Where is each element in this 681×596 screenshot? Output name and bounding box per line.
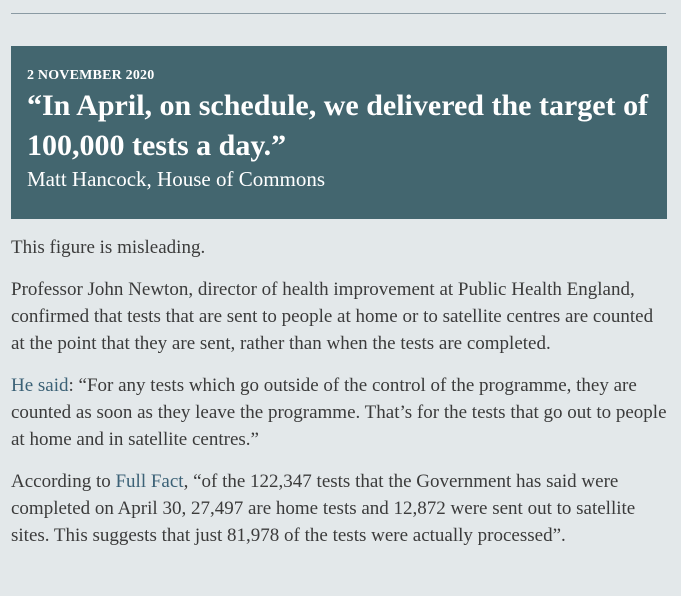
top-divider — [11, 13, 666, 14]
full-fact-link[interactable]: Full Fact — [115, 471, 184, 492]
paragraph-1: This figure is misleading. — [11, 237, 206, 258]
quote-box — [11, 46, 667, 219]
paragraph-4-prefix: According to — [11, 471, 116, 492]
article-body — [11, 234, 671, 564]
paragraph-4 — [11, 468, 671, 549]
paragraph-3 — [11, 372, 671, 453]
quote-date: 2 NOVEMBER 2020 — [27, 68, 155, 83]
paragraph-4-text: , “of the 122,347 tests that the Government has said were completed on April 30, 27,497 are home tests and 12,872 were sent out to satellite sites. This suggests that just 81,978 of the tests were actually processed”. — [11, 471, 636, 546]
quote-text: “In April, on schedule, we delivered the target of 100,000 tests a day.” — [27, 89, 649, 162]
quote-attribution: Matt Hancock, House of Commons — [27, 167, 326, 191]
paragraph-2: Professor John Newton, director of health improvement at Public Health England, confirmed that tests that are sent to people at home or to satellite centres are counted at the point that they are sent, rather than when the tests are completed. — [11, 279, 654, 354]
he-said-link[interactable]: He said — [11, 375, 69, 396]
paragraph-3-text: : “For any tests which go outside of the control of the programme, they are counted as soon as they leave the programme. That’s for the tests that go out to people at home and in satellite centres.” — [11, 375, 667, 450]
